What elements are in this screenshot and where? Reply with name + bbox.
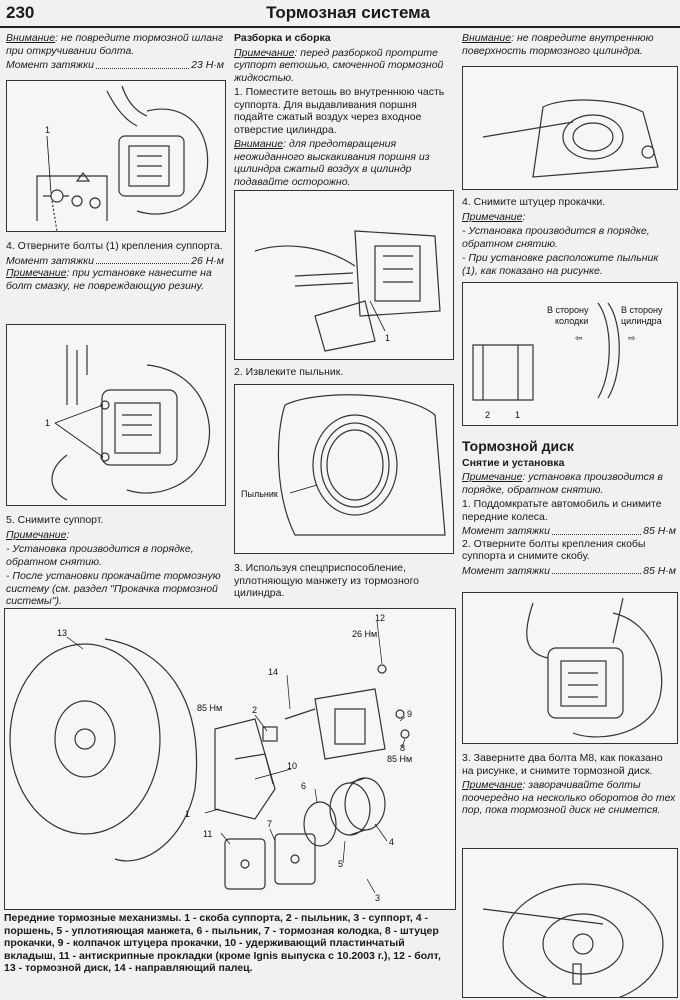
- caliper-bolts-drawing: [7, 325, 225, 505]
- label-85nm-b: 85 Нм: [387, 754, 413, 764]
- disc-step-2: 2. Отверните болты крепления скобы суппорта и снимите скобу.: [462, 537, 646, 562]
- warning-label-3: Внимание: [462, 32, 512, 44]
- note-bullet-3: - Установка производится в порядке, обратном снятию.: [462, 225, 650, 250]
- dust-boot-drawing: [235, 385, 453, 553]
- cylinder-drawing: [463, 67, 677, 189]
- step-4: 4. Отверните болты (1) крепления суппорта.: [6, 240, 223, 252]
- caliper-bracket-drawing: [463, 593, 677, 743]
- note-text: : при установке нанесите на болт смазку, не повреждающую резину.: [6, 267, 212, 292]
- fig2-callout-1: 1: [45, 418, 51, 428]
- label-11: 11: [203, 829, 213, 839]
- note-bullet-4: - При установке расположите пыльник (1), как показано на рисунке.: [462, 252, 659, 277]
- label-12: 12: [375, 613, 386, 623]
- column-2-step2: [234, 366, 452, 381]
- torque-spec-3: Момент затяжки 85 Н·м: [462, 525, 676, 537]
- label-9: 9: [407, 709, 413, 719]
- label-6: 6: [301, 781, 307, 791]
- label-7: 7: [267, 819, 273, 829]
- figure-compressed-air: [234, 190, 454, 360]
- warning-text: : не повредите тормозной шланг при откручивании болта.: [6, 32, 224, 57]
- figure-cylinder: [462, 66, 678, 190]
- note-label-4: Примечание: [462, 210, 523, 223]
- note-label: Примечание: [6, 267, 67, 279]
- step-5: 5. Снимите суппорт.: [6, 514, 104, 526]
- step-2: 2. Извлеките пыльник.: [234, 366, 344, 378]
- warning-label: Внимание: [6, 32, 56, 44]
- warning-text-3: : не повредите внутреннюю поверхность тормозного цилиндра.: [462, 32, 654, 57]
- note-text-6: : заворачивайте болты поочередно на несколько оборотов до тех пор, пока тормозной диск не снимется.: [462, 779, 676, 816]
- exploded-caption: Передние тормозные механизмы. 1 - скоба суппорта, 2 - пыльник, 3 - суппорт, 4 - поршень, 5 - уплотняющая манжета, 6 - пыльник, 7 - тормозная колодка, 8 - штуцер прокачки, 9 - колпачок штуцера прокачки, 10 - удерживающий пластинчатый вкладыш, 11 - антискрипные прокладки (кроме Ignis выпуска с 10.2003 г.), 12 - болт, 13 - тормозной диск, 14 - направляющий палец.: [4, 912, 441, 974]
- label-2: 2: [252, 705, 258, 715]
- note-text-5: : установка производится в порядке, обратном снятию.: [462, 471, 663, 496]
- figure-caliper-bolts: [6, 324, 226, 506]
- section-heading: Разборка и сборка: [234, 32, 331, 44]
- disc-step-3: 3. Заверните два болта М8, как показано на рисунке, и снимите тормозной диск.: [462, 752, 663, 777]
- label-3: 3: [375, 893, 381, 903]
- figure-caliper-bracket: [462, 592, 678, 744]
- torque-spec: Момент затяжки 23 Н·м: [6, 59, 224, 71]
- callout-1: 1: [515, 410, 521, 420]
- label-26nm: 26 Нм: [352, 629, 378, 639]
- figure-exploded-brake: [4, 608, 456, 910]
- note-label-2: Примечание: [6, 528, 67, 541]
- label-5: 5: [338, 859, 344, 869]
- disc-heading: Тормозной диск: [462, 438, 574, 454]
- fig-callout-1: 1: [385, 333, 391, 343]
- column-2: [234, 32, 452, 190]
- label-85nm-a: 85 Нм: [197, 703, 223, 713]
- torque-spec-4: Момент затяжки 85 Н·м: [462, 564, 676, 577]
- note-bullet-1: - Установка производится в порядке, обратном снятию.: [6, 543, 194, 568]
- figure-boot-orientation: [462, 282, 678, 426]
- note-bullet-2: - После установки прокачайте тормозную систему (см. раздел "Прокачка тормозной системы").: [6, 570, 221, 607]
- label-13: 13: [57, 628, 68, 638]
- arrow-right-icon: ⇨: [628, 333, 636, 343]
- label-14: 14: [268, 667, 279, 677]
- column-1: [6, 32, 224, 72]
- note-text-3: : перед разборкой протрите суппорт ветошью, смоченной тормозной жидкостью.: [234, 46, 444, 84]
- label-10: 10: [287, 761, 298, 771]
- column-3-bottom: [462, 752, 676, 819]
- column-3-mid: 4. Снимите штуцер прокачки. Примечание: - Установка производится в порядке, обратном снятию. - При установке расположите пыльник (1), как показано на рисунке.: [462, 196, 676, 279]
- fig1-callout-1: 1: [45, 125, 51, 135]
- page-header: [0, 0, 680, 28]
- column-1-mid: [6, 240, 224, 294]
- figure-disc-removal: [462, 848, 678, 998]
- disc-removal-drawing: [463, 849, 677, 997]
- caliper-hose-drawing: [7, 81, 225, 231]
- step-3: 3. Используя спецприспособление, уплотняющую манжету из тормозного цилиндра.: [234, 562, 420, 599]
- step-1: 1. Поместите ветошь во внутреннюю часть суппорта. Для выдавливания поршня подайте сжатый воздух через входное отверстие цилиндра.: [234, 86, 445, 136]
- label-8: 8: [400, 743, 406, 753]
- dust-boot-label: Пыльник: [241, 489, 278, 499]
- step-4-b: 4. Снимите штуцер прокачки.: [462, 196, 606, 208]
- warning-label-2: Внимание: [234, 138, 284, 150]
- section-title: Тормозная система: [266, 3, 430, 22]
- sub-heading: Снятие и установка: [462, 456, 565, 469]
- column-3: [462, 32, 676, 59]
- direction-pad-label: В сторону колодки: [547, 305, 589, 326]
- disc-step-1: 1. Поддомкратьте автомобиль и снимите передние колеса.: [462, 498, 662, 523]
- note-label-5: Примечание: [462, 471, 523, 483]
- torque-spec-2: Момент затяжки 26 Н·м: [6, 254, 224, 267]
- column-3-disc: [462, 434, 676, 577]
- figure-dust-boot: [234, 384, 454, 554]
- label-4: 4: [389, 837, 395, 847]
- label-1: 1: [185, 809, 191, 819]
- direction-cylinder-label: В сторону цилиндра: [621, 305, 663, 326]
- note-label-3: Примечание: [234, 46, 295, 59]
- warning-text-2: : для предотвращения неожиданного выскакивания поршня из цилиндра сжатый воздух в цилиндр подавайте осторожно.: [234, 138, 430, 188]
- page-number: 230: [6, 3, 35, 22]
- note-label-6: Примечание: [462, 779, 523, 791]
- figure-caliper-hose: [6, 80, 226, 232]
- callout-2: 2: [485, 410, 491, 420]
- exploded-brake-drawing: [5, 609, 455, 909]
- column-2-step3: [234, 562, 452, 602]
- arrow-left-icon: ⇦: [575, 333, 583, 343]
- column-1-bottom: 5. Снимите суппорт. Примечание: - Установка производится в порядке, обратном снятию. - После установки прокачайте тормозную систему (см. раздел "Прокачка тормозной системы").: [6, 514, 224, 610]
- compressed-air-drawing: [235, 191, 453, 359]
- boot-orientation-drawing: [463, 283, 677, 425]
